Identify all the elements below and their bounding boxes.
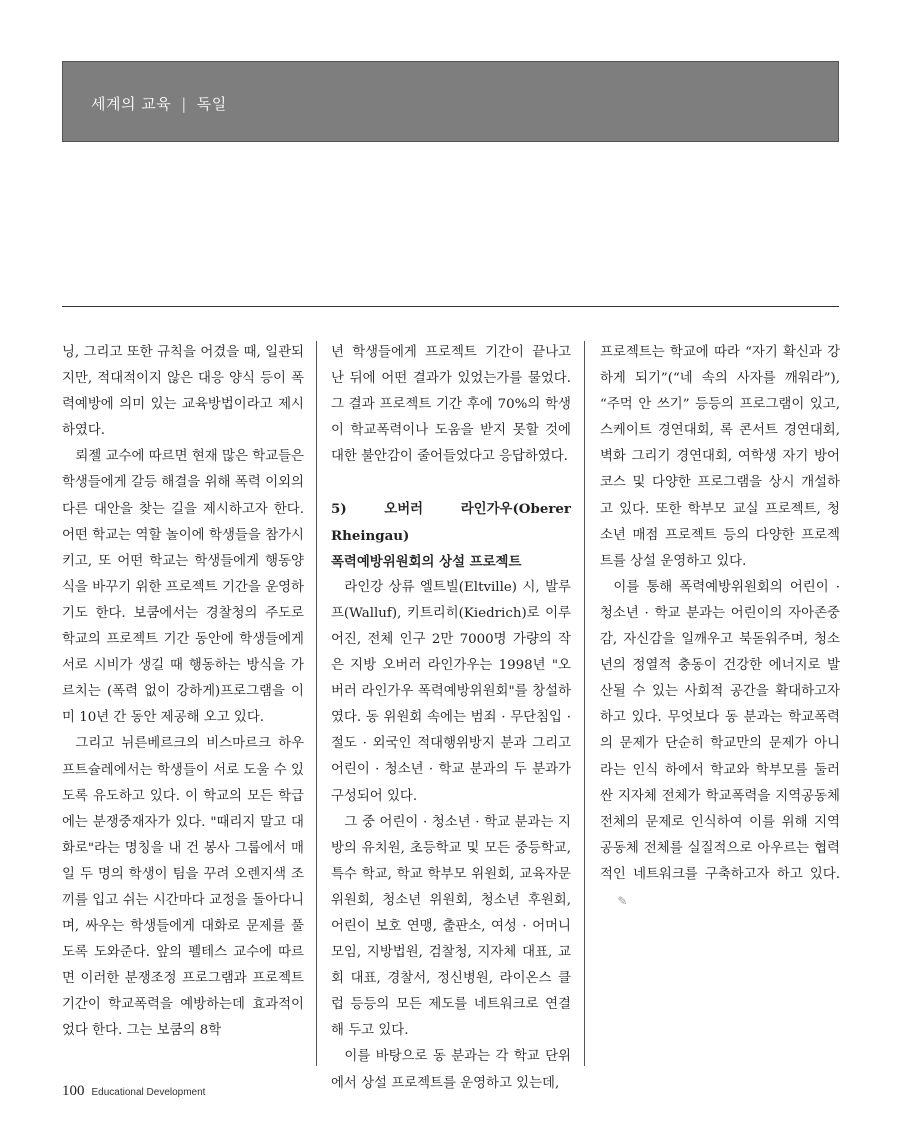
paragraph (600, 575, 840, 915)
section-banner (62, 61, 839, 142)
page-number: 100 (62, 1083, 85, 1099)
paragraph: 라인강 상류 엘트빌(Eltville) 시, 발루프(Walluf), 키트리히(Kiedrich)로 이루어진, 전체 인구 2만 7000명 가량의 작은 지방 오버러 라인가우는 1998년 "오버러 라인가우 폭력예방위원회"를 창설하였다. 동 위원회 속에는 범죄 · 무단침입 · 절도 · 외국인 적대행위방지 분과 그리고 어린이 · 청소년 · 학교 분과의 두 분과가 구성되어 있다. (331, 579, 571, 804)
text-column-1 (62, 340, 304, 1045)
text-column-2 (331, 340, 571, 1097)
paragraph: 그 중 어린이 · 청소년 · 학교 분과는 지방의 유치원, 초등학교 및 모든 중등학교, 특수 학교, 학교 학부모 위원회, 교육자문 위원회, 청소년 위원회, 청소년 후원회, 어린이 보호 연맹, 출판소, 여성 · 어머니 모임, 지방법원, 검찰청, 지자체 대표, 교회 대표, 경찰서, 정신병원, 라이온스 클럽 등등의 모든 제도를 네트워크로 연결해 두고 있다. (331, 814, 571, 1039)
journal-name: Educational Development (91, 1087, 206, 1098)
country-name: 독일 (196, 95, 227, 113)
paragraph-text: 이를 통해 폭력예방위원회의 어린이 · 청소년 · 학교 분과는 어린이의 자아존중감, 자신감을 일깨우고 북돋워주며, 청소년의 정열적 충동이 건강한 에너지로 발산될 수 있는 사회적 공간을 확대하고자 하고 있다. 무엇보다 동 분과는 학교폭력의 문제가 단순히 학교만의 문제가 아니라는 인식 하에서 학교와 학부모를 둘러싼 지자체 전체가 학교폭력을 지역공동체 전체의 문제로 인식하여 이를 위해 지역공동체 전체를 실질적으로 아우르는 협력적인 네트워크를 구축하고자 하고 있다. (600, 579, 840, 882)
title-separator: | (181, 95, 187, 113)
section-subheading: 폭력예방위원회의 상설 프로젝트 (331, 553, 522, 570)
paragraph: 그리고 뉘른베르크의 비스마르크 하우프트슐레에서는 학생들이 서로 도울 수 있도록 유도하고 있다. 이 학교의 모든 학급에는 분쟁중재자가 있다. "때리지 말고 대화로"라는 명칭을 내 건 봉사 그룹에서 매일 두 명의 학생이 팀을 꾸려 오렌지색 조끼를 입고 쉬는 시간마다 교정을 돌아다니며, 싸우는 학생들에게 대화로 문제를 풀도록 도와준다. 앞의 펠테스 교수에 따르면 이러한 분쟁조정 프로그램과 프로젝트 기간이 학교폭력을 예방하는데 효과적이었다 한다. 그는 보쿰의 8학 (62, 736, 304, 1039)
column-divider (584, 341, 585, 1066)
section-name: 세계의 교육 (91, 95, 172, 113)
end-mark-icon: ✎ (617, 893, 628, 908)
horizontal-rule (62, 306, 839, 307)
paragraph: 닝, 그리고 또한 규칙을 어겼을 때, 일관되지만, 적대적이지 않은 대응 양식 등이 폭력예방에 의미 있는 교육방법이라고 제시하였다. (62, 345, 304, 439)
paragraph: 뢰젤 교수에 따르면 현재 많은 학교들은 학생들에게 갈등 해결을 위해 폭력 이외의 다른 대안을 찾는 길을 제시하고자 한다. 어떤 학교는 역할 놀이에 학생들을 참가시키고, 또 어떤 학교는 학생들에게 행동양식을 바꾸기 위한 프로젝트 기간을 운영하기도 한다. 보쿰에서는 경찰청의 주도로 학교의 프로젝트 기간 동안에 학생들에게 서로 시비가 생길 때 행동하는 방식을 가르치는 (폭력 없이 강하게)프로그램을 이미 10년 간 동안 제공해 오고 있다. (62, 449, 304, 726)
paragraph: 이를 바탕으로 동 분과는 각 학교 단위에서 상설 프로젝트를 운영하고 있는데, (331, 1049, 571, 1091)
section-title (91, 93, 227, 114)
text-column-3 (600, 340, 840, 915)
column-divider (316, 341, 317, 1066)
paragraph: 프로젝트는 학교에 따라 “자기 확신과 강하게 되기”(“네 속의 사자를 깨워라”), “주먹 안 쓰기” 등등의 프로그램이 있고, 스케이트 경연대회, 록 콘서트 경연대회, 벽화 그리기 경연대회, 여학생 자기 방어 코스 및 다양한 프로그램을 상시 개설하고 있다. 또한 학부모 교실 프로젝트, 청소년 매점 프로젝트 등의 다양한 프로젝트를 상설 운영하고 있다. (600, 345, 840, 569)
paragraph: 년 학생들에게 프로젝트 기간이 끝나고 난 뒤에 어떤 결과가 있었는가를 물었다. 그 결과 프로젝트 기간 후에 70%의 학생이 학교폭력이나 도움을 받지 못할 것에 대한 불안감이 줄어들었다고 응답하였다. (331, 345, 571, 465)
page-footer (62, 1082, 205, 1100)
section-heading: 5) 오버러 라인가우(Oberer Rheingau) (331, 501, 571, 544)
